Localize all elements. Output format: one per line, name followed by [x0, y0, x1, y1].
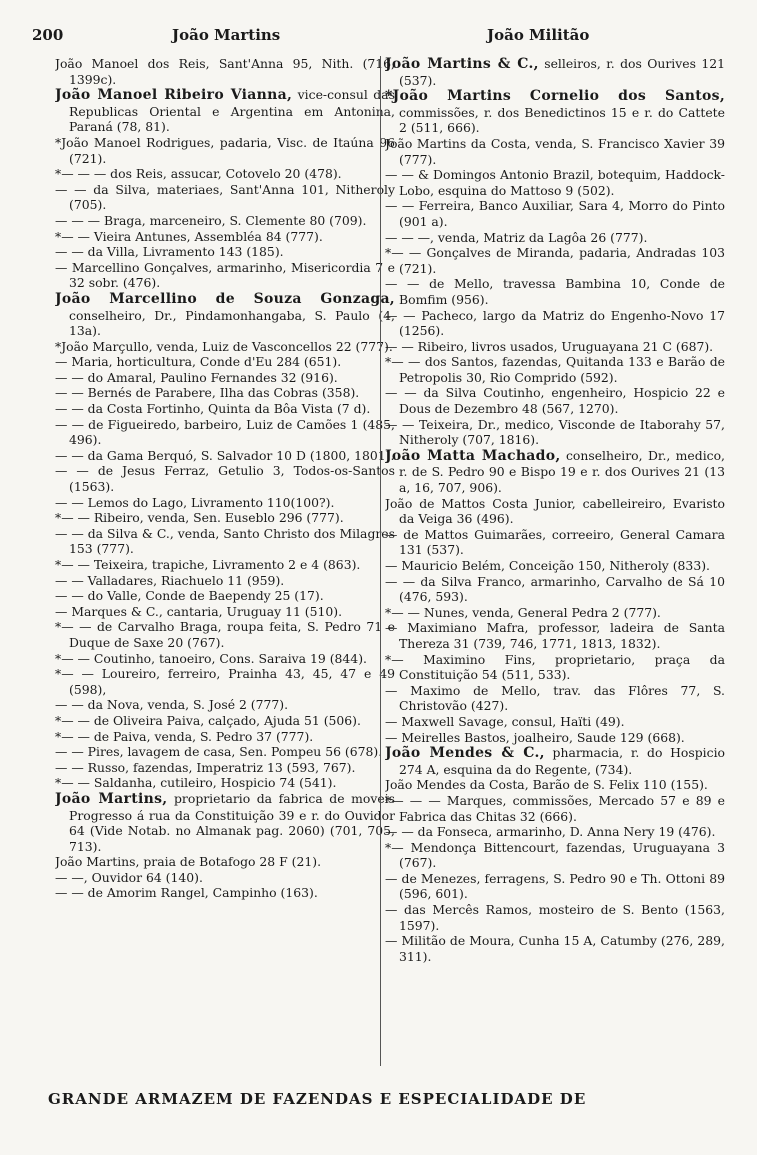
left-column: [55, 56, 395, 1076]
entry-text: — de Mattos Guimarães, correeiro, General Camara 131 (537).: [385, 526, 725, 558]
directory-entry: [385, 88, 725, 136]
directory-entry: [55, 385, 395, 401]
directory-entry: [55, 182, 395, 213]
directory-entry: [55, 744, 395, 760]
directory-entry: [55, 229, 395, 245]
left-running-head: João Martins: [172, 26, 281, 44]
entry-text: commissões, r. dos Benedictinos 15 e r. do Cattete 2 (511, 666).: [399, 104, 725, 136]
entry-text: — — da Gama Berquó, S. Salvador 10 D (1800, 1801).: [55, 447, 395, 463]
entry-text: — — Pacheco, largo da Matriz do Engenho-Novo 17 (1256).: [385, 307, 725, 339]
entry-text: *— — Saldanha, cutileiro, Hospicio 74 (541).: [55, 775, 337, 791]
directory-entry: [385, 714, 725, 730]
directory-entry: [385, 902, 725, 933]
entry-text: — — Bernés de Parabere, Ilha das Cobras (358).: [55, 385, 360, 401]
entry-text: João Martins, praia de Botafogo 28 F (21).: [55, 854, 322, 870]
entry-text: — — da Fonseca, armarinho, D. Anna Nery 19 (476).: [385, 824, 716, 840]
entry-text: — — Pires, lavagem de casa, Sen. Pompeu 56 (678).: [55, 744, 383, 760]
entry-text: — Maxwell Savage, consul, Haïti (49).: [385, 713, 625, 729]
page-header: [32, 26, 707, 48]
entry-text: *— — de Oliveira Paiva, calçado, Ajuda 51 (506).: [55, 712, 361, 728]
entry-text: João Mendes da Costa, Barão de S. Felix 110 (155).: [385, 777, 708, 793]
entry-text: — — de Mello, travessa Bambina 10, Conde de Bomfim (956).: [385, 276, 725, 307]
entry-text: — Maria, horticultura, Conde d'Eu 284 (651).: [55, 354, 342, 370]
directory-entry: [55, 244, 395, 260]
directory-entry: [55, 56, 395, 87]
entry-text: — — —, venda, Matriz da Lagôa 26 (777).: [385, 229, 648, 245]
directory-entry: [55, 557, 395, 573]
directory-entry: [385, 933, 725, 964]
entry-text: — — da Silva & C., venda, Santo Christo dos Milagres 153 (777).: [55, 525, 395, 557]
directory-entry: [55, 87, 395, 135]
entry-text: — — de Figueiredo, barbeiro, Luiz de Camões 1 (485, 496).: [55, 416, 395, 448]
entry-text: *— — — Marques, commissões, Mercado 57 e 89 e Fabrica das Chitas 32 (666).: [385, 792, 725, 824]
directory-entry: [55, 135, 395, 166]
entry-text: — Marcellino Gonçalves, armarinho, Misericordia 7 e 32 sobr. (476).: [55, 259, 395, 291]
entry-text: conselheiro, Dr., medico, r. de S. Pedro 90 e Bispo 19 e r. dos Ourives 21 (13 a, 16, 707, 906).: [399, 447, 725, 496]
directory-entry: [385, 777, 725, 793]
directory-entry: [385, 527, 725, 558]
directory-entry: [55, 354, 395, 370]
page-number: 200: [32, 26, 64, 44]
directory-entry: [55, 213, 395, 229]
directory-entry: [385, 745, 725, 777]
directory-entry: [385, 354, 725, 385]
directory-entry: [385, 840, 725, 871]
entry-text: — — Lemos do Lago, Livramento 110(100?).: [55, 494, 335, 510]
entry-text: João Martins da Costa, venda, S. Francisco Xavier 39 (777).: [385, 135, 725, 167]
entry-text: — — do Valle, Conde de Baependy 25 (17).: [55, 588, 324, 604]
entry-text: *— — — dos Reis, assucar, Cotovelo 20 (478).: [55, 166, 342, 182]
entry-text: — — Russo, fazendas, Imperatriz 13 (593, 767).: [55, 759, 356, 775]
entry-text: — — Ferreira, Banco Auxiliar, Sara 4, Morro do Pinto (901 a).: [385, 198, 725, 229]
directory-entry: [385, 558, 725, 574]
directory-entry: [385, 871, 725, 902]
directory-entry: [55, 729, 395, 745]
entry-text: — Meirelles Bastos, joalheiro, Saude 129 (668).: [385, 729, 685, 745]
entry-text: *— — de Carvalho Braga, roupa feita, S. Pedro 71 e Duque de Saxe 20 (767).: [55, 619, 395, 650]
directory-entry: [385, 496, 725, 527]
directory-entry: [55, 526, 395, 557]
entry-text: — — Teixeira, Dr., medico, Visconde de Itaborahy 57, Nitheroly (707, 1816).: [385, 416, 725, 448]
directory-entry: [385, 605, 725, 621]
entry-text: *— — dos Santos, fazendas, Quitanda 133 e Barão de Petropolis 30, Rio Comprido (592).: [385, 354, 725, 385]
directory-entry: [55, 370, 395, 386]
footer-banner: GRANDE ARMAZEM DE FAZENDAS E ESPECIALIDADE DE: [48, 1090, 587, 1108]
entry-text: — — Valladares, Riachuelo 11 (959).: [55, 572, 285, 588]
directory-entry: [385, 574, 725, 605]
directory-entry: [385, 136, 725, 167]
directory-entry: [385, 730, 725, 746]
entry-text: vice-consul das Republicas Oriental e Argentina em Antonina, Paraná (78, 81).: [69, 87, 395, 135]
entry-name: João Marcellino de Souza Gonzaga,: [55, 290, 395, 307]
entry-text: *João Marçullo, venda, Luiz de Vasconcellos 22 (777).: [55, 338, 393, 354]
directory-entry: [55, 401, 395, 417]
directory-entry: [385, 448, 725, 496]
entry-text: João Manoel dos Reis, Sant'Anna 95, Nith. (716, 1399c).: [55, 56, 395, 87]
directory-entry: [385, 683, 725, 714]
entry-text: selleiros, r. dos Ourives 121 (537).: [399, 56, 725, 88]
directory-entry: [55, 791, 395, 854]
right-running-head: João Militão: [487, 26, 590, 44]
directory-entry: [385, 385, 725, 416]
directory-entry: [55, 697, 395, 713]
entry-name: João Mendes & C.,: [385, 745, 545, 762]
entry-name: João Matta Machado,: [385, 447, 561, 464]
directory-entry: [55, 588, 395, 604]
entry-text: *— — Coutinho, tanoeiro, Cons. Saraiva 19 (844).: [55, 650, 367, 666]
entry-text: — — & Domingos Antonio Brazil, botequim, Haddock-Lobo, esquina do Mattoso 9 (502).: [385, 167, 725, 198]
directory-entry: [385, 230, 725, 246]
entry-text: *— Maximino Fins, proprietario, praça da Constituição 54 (511, 533).: [385, 651, 725, 683]
directory-entry: [55, 651, 395, 667]
entry-text: *— — Vieira Antunes, Assembléa 84 (777).: [55, 228, 323, 244]
entry-text: *— — Gonçalves de Miranda, padaria, Andradas 103 (721).: [385, 245, 725, 276]
entry-text: *— — Teixeira, trapiche, Livramento 2 e 4 (863).: [55, 557, 361, 572]
directory-entry: [55, 463, 395, 494]
entry-text: *— — Nunes, venda, General Pedra 2 (777).: [385, 604, 661, 620]
directory-entry: [385, 652, 725, 683]
directory-entry: [385, 276, 725, 307]
entry-text: — — da Nova, venda, S. José 2 (777).: [55, 697, 289, 713]
directory-entry: [55, 604, 395, 620]
directory-entry: [55, 339, 395, 355]
entry-text: — Maximiano Mafra, professor, ladeira de Santa Thereza 31 (739, 746, 1771, 1813, 1832).: [385, 620, 725, 651]
directory-entry: [55, 760, 395, 776]
directory-entry: [385, 824, 725, 840]
entry-name: *João Martins Cornelio dos Santos,: [385, 88, 725, 105]
directory-entry: [55, 448, 395, 464]
directory-entry: [385, 56, 725, 88]
directory-entry: [55, 666, 395, 697]
entry-name: João Martins,: [55, 790, 168, 807]
directory-entry: [385, 198, 725, 229]
entry-text: *— Mendonça Bittencourt, fazendas, Uruguayana 3 (767).: [385, 839, 725, 871]
directory-entry: [55, 417, 395, 448]
entry-text: — — — Braga, marceneiro, S. Clemente 80 (709).: [55, 212, 367, 228]
entry-text: pharmacia, r. do Hospicio 274 A, esquina da do Regente, (734).: [399, 745, 725, 777]
directory-entry: [55, 573, 395, 589]
entry-text: *— — Ribeiro, venda, Sen. Euseblo 296 (777).: [55, 510, 344, 526]
directory-entry: [385, 167, 725, 198]
entry-name: João Martins & C.,: [385, 56, 539, 72]
entry-text: — — de Jesus Ferraz, Getulio 3, Todos-os-Santos (1563).: [55, 463, 395, 495]
entry-text: João de Mattos Costa Junior, cabelleireiro, Evaristo da Veiga 36 (496).: [385, 495, 725, 527]
right-column: [385, 56, 725, 1076]
entry-text: — de Menezes, ferragens, S. Pedro 90 e Th. Ottoni 89 (596, 601).: [385, 870, 725, 902]
directory-entry: [55, 495, 395, 511]
entry-text: proprietario da fabrica de moveis Progresso á rua da Constituição 39 e r. do Ouvidor 64 (Vide Notab. no Almanak pag. 2060) (701, 705, 713).: [69, 790, 395, 854]
entry-text: — Mauricio Belém, Conceição 150, Nitheroly (833).: [385, 558, 710, 573]
entry-text: — — da Silva Coutinho, engenheiro, Hospicio 22 e Dous de Dezembro 48 (567, 1270).: [385, 385, 725, 417]
directory-entry: [385, 793, 725, 824]
entry-text: — —, Ouvidor 64 (140).: [55, 869, 203, 885]
directory-entry: [55, 713, 395, 729]
directory-entry: [55, 260, 395, 291]
directory-entry: [55, 870, 395, 886]
directory-entry: [385, 620, 725, 651]
entry-text: — — de Amorim Rangel, Campinho (163).: [55, 885, 318, 901]
entry-text: — — da Silva Franco, armarinho, Carvalho de Sá 10 (476, 593).: [385, 573, 725, 605]
entry-text: — Maximo de Mello, trav. das Flôres 77, S. Christovão (427).: [385, 682, 725, 714]
directory-entry: [385, 308, 725, 339]
entry-text: — Marques & C., cantaria, Uruguay 11 (510).: [55, 603, 343, 619]
directory-entry: [55, 854, 395, 870]
entry-text: *— — Loureiro, ferreiro, Prainha 43, 45, 47 e 49 (598),: [55, 666, 395, 697]
entry-text: — — da Costa Fortinho, Quinta da Bôa Vista (7 d).: [55, 401, 371, 417]
column-divider: [380, 56, 381, 1066]
directory-entry: [55, 775, 395, 791]
directory-entry: [55, 619, 395, 650]
entry-name: João Manoel Ribeiro Vianna,: [55, 87, 293, 104]
directory-entry: [55, 510, 395, 526]
directory-entry: [55, 885, 395, 901]
directory-entry: [55, 166, 395, 182]
entry-text: — — do Amaral, Paulino Fernandes 32 (916).: [55, 369, 338, 385]
directory-entry: [385, 339, 725, 355]
directory-entry: [385, 417, 725, 448]
entry-text: *— — de Paiva, venda, S. Pedro 37 (777).: [55, 728, 314, 744]
entry-text: — das Mercês Ramos, mosteiro de S. Bento (1563, 1597).: [385, 902, 725, 933]
directory-entry: [55, 291, 395, 339]
directory-entry: [385, 245, 725, 276]
entry-text: — — da Villa, Livramento 143 (185).: [55, 244, 284, 260]
entry-text: conselheiro, Dr., Pindamonhangaba, S. Paulo (4, 13a).: [69, 307, 395, 339]
entry-text: — — da Silva, materiaes, Sant'Anna 101, Nitheroly (705).: [55, 181, 395, 213]
entry-text: — Militão de Moura, Cunha 15 A, Catumby (276, 289, 311).: [385, 933, 725, 964]
entry-text: *João Manoel Rodrigues, padaria, Visc. de Itaúna 96 (721).: [55, 134, 395, 166]
entry-text: — — Ribeiro, livros usados, Uruguayana 21 C (687).: [385, 338, 714, 354]
